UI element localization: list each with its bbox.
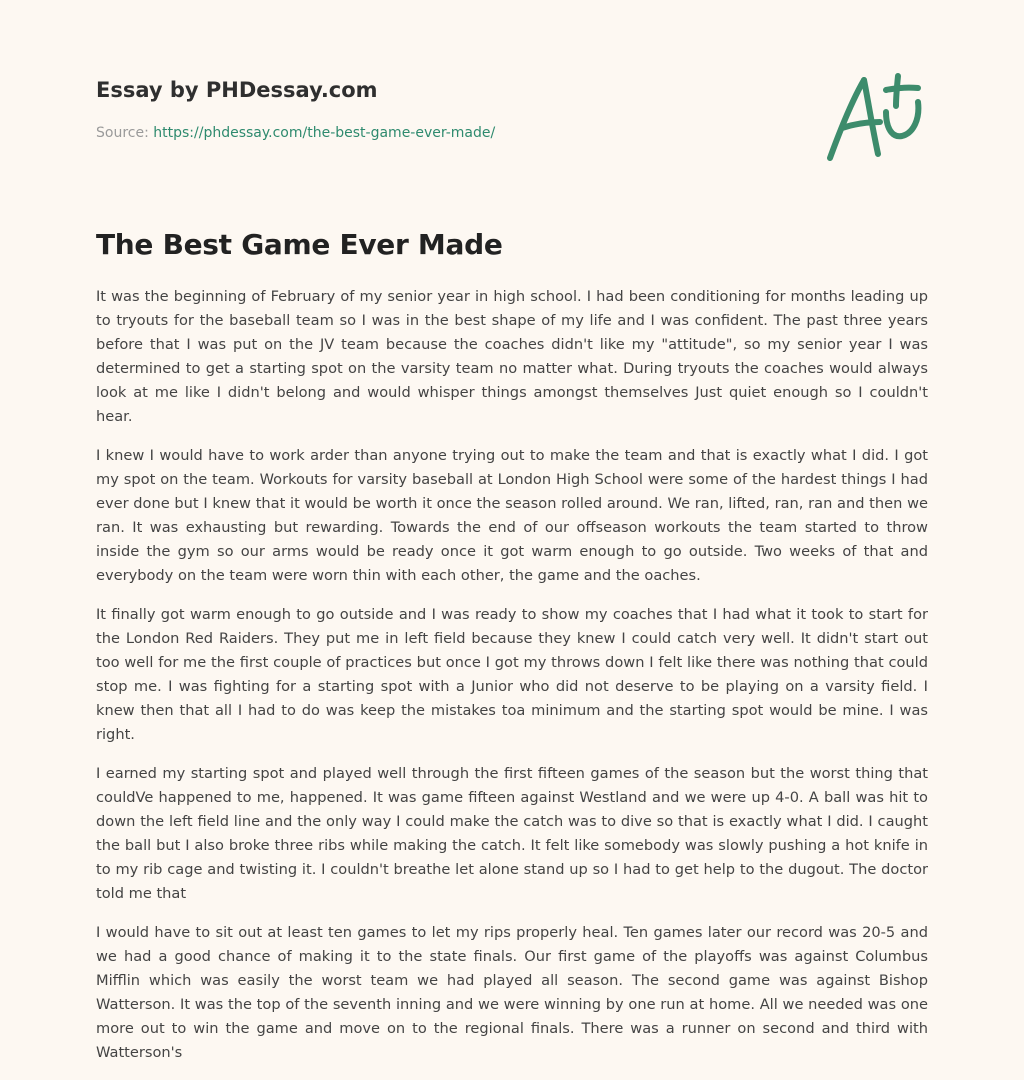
- page-header: [96, 76, 796, 143]
- essay-paragraph: I would have to sit out at least ten games to let my rips properly heal. Ten games later our record was 20-5 and we had a good chance of making it to the state finals. Our first game of the playoffs was against Columbus Mifflin which was easily the worst team we had played all season. The second game was against Bishop Watterson. It was the top of the seventh inning and we were winning by one run at home. All we needed was one more out to win the game and move on to the regional finals. There was a runner on second and third with Watterson's: [96, 924, 928, 1061]
- essay-paragraph: I knew I would have to work arder than anyone trying out to make the team and that is exactly what I did. I got my spot on the team. Workouts for varsity baseball at London High School were some of the hardest things I had ever done but I knew that it would be worth it once the season rolled around. We ran, lifted, ran, ran and then we ran. It was exhausting but rewarding. Towards the end of our offseason workouts the team started to throw inside the gym so our arms would be ready once it got warm enough to go outside. Two weeks of that and everybody on the team were worn thin with each other, the game and the oaches.: [96, 447, 928, 584]
- source-line: [96, 123, 796, 143]
- source-label: Source:: [96, 125, 149, 141]
- essay-paragraph: I earned my starting spot and played well through the first fifteen games of the season but the worst thing that couldVe happened to me, happened. It was game fifteen against Westland and we were up 4-0. A ball was hit to down the left field line and the only way I could make the catch was to dive so that is exactly what I did. I caught the ball but I also broke three ribs while making the catch. It felt like somebody was slowly pushing a hot knife in to my rib cage and twisting it. I couldn't breathe let alone stand up so I had to get help to the dugout. The doctor told me that: [96, 765, 928, 902]
- site-title: Essay by PHDessay.com: [96, 78, 378, 102]
- a-plus-grade-icon: [820, 66, 930, 166]
- essay-paragraph: It was the beginning of February of my senior year in high school. I had been conditioning for months leading up to tryouts for the baseball team so I was in the best shape of my life and I was confident. The past three years before that I was put on the JV team because the coaches didn't like my "attitude", so my senior year I was determined to get a starting spot on the varsity team no matter what. During tryouts the coaches would always look at me like I didn't belong and would whisper things amongst themselves Just quiet enough so I couldn't hear.: [96, 288, 928, 425]
- essay-title: The Best Game Ever Made: [96, 228, 503, 261]
- source-link[interactable]: https://phdessay.com/the-best-game-ever-made/: [153, 125, 496, 141]
- essay-paragraph: It finally got warm enough to go outside and I was ready to show my coaches that I had what it took to start for the London Red Raiders. They put me in left field because they knew I could catch very well. It didn't start out too well for me the first couple of practices but once I got my throws down I felt like there was nothing that could stop me. I was fighting for a starting spot with a Junior who did not deserve to be playing on a varsity field. I knew then that all I had to do was keep the mistakes toa minimum and the starting spot would be mine. I was right.: [96, 606, 928, 743]
- essay-body: [96, 285, 928, 1080]
